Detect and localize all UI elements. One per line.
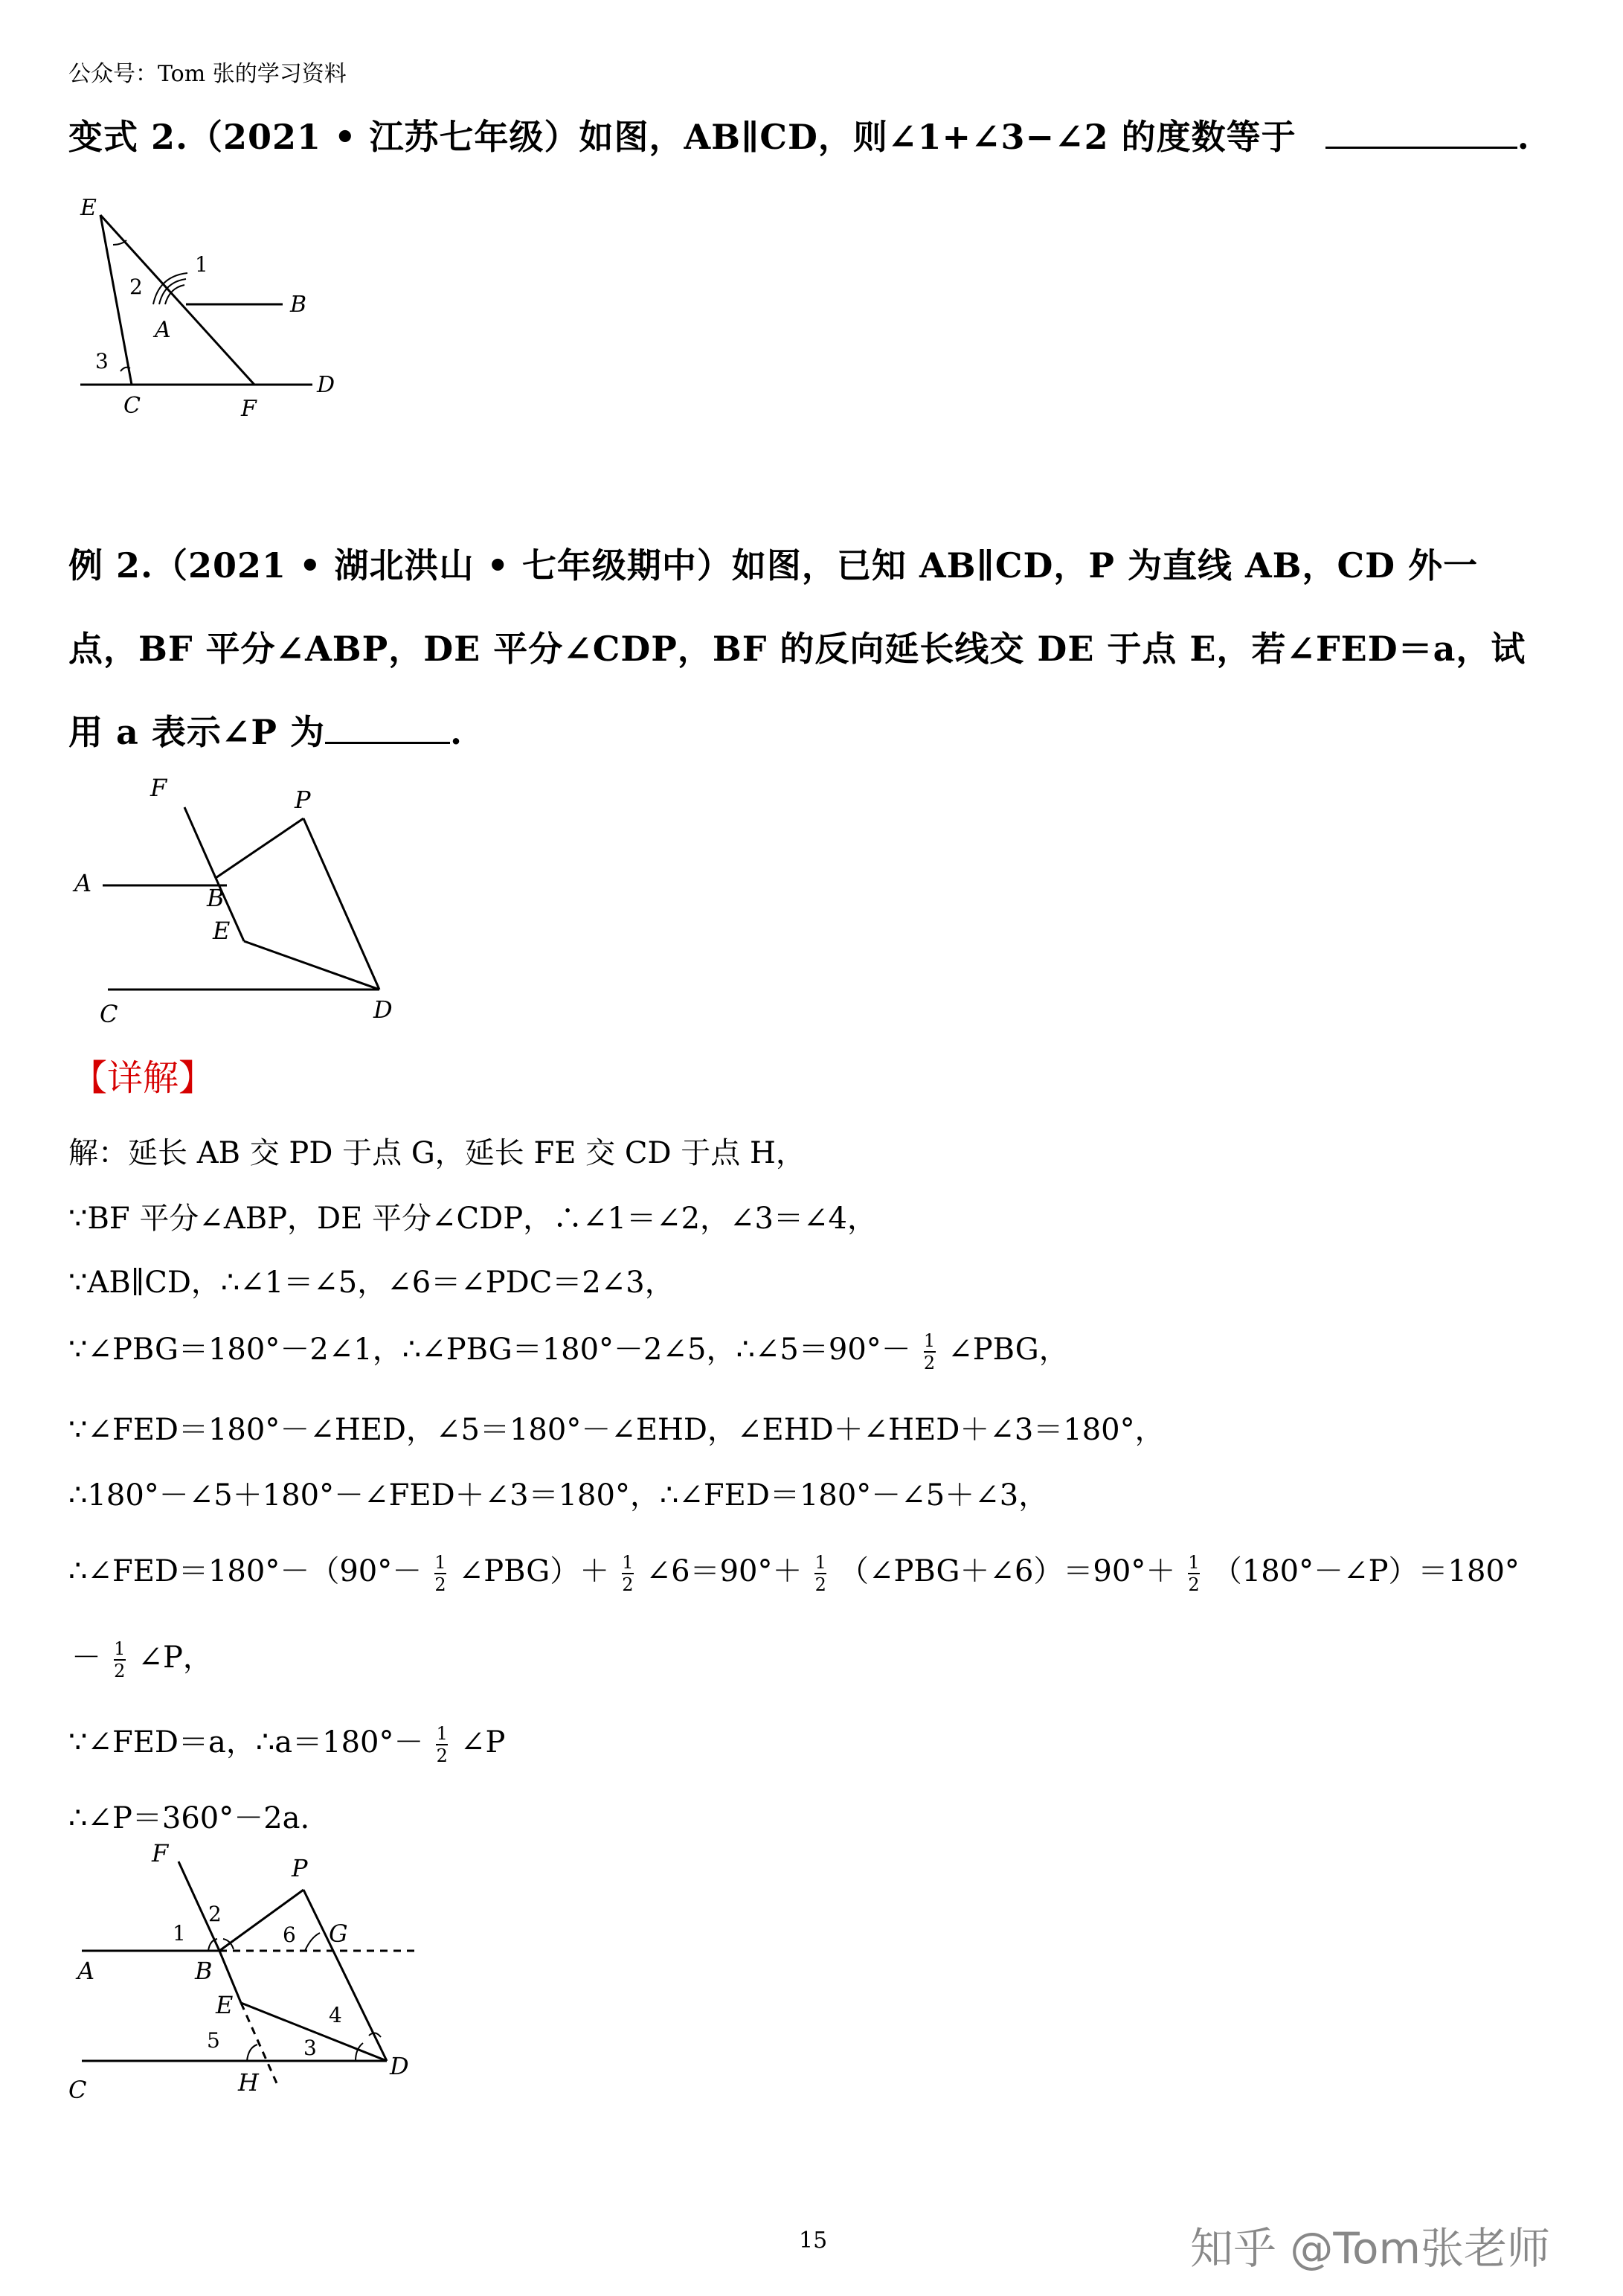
fig1-label-E: E [80, 195, 97, 221]
fig2-label-A: A [74, 869, 92, 897]
example-line-3 [68, 705, 463, 754]
solution-line-6: ∴180°－∠5＋180°－∠FED＋∠3＝180°，∴∠FED＝180°－∠5＋∠3， [68, 1478, 1049, 1513]
fraction-half: $\frac{1}{2}$ [814, 1552, 826, 1595]
fraction-half: $\frac{1}{2}$ [434, 1552, 446, 1595]
solution-line-10: ∴∠P＝360°－2a. [68, 1801, 310, 1835]
fig3-label-4: 4 [329, 2003, 342, 2027]
solution-line-7d: （∠PBG＋∠6）＝90°＋ [838, 1554, 1176, 1588]
fraction-half: $\frac{1}{2}$ [436, 1723, 448, 1766]
solution-line-3: ∵AB∥CD，∴∠1＝∠5，∠6＝∠PDC＝2∠3， [68, 1266, 675, 1300]
solution-line-7a: ∴∠FED＝180°－（90°－ [68, 1554, 422, 1588]
fig3-label-3: 3 [303, 2036, 317, 2060]
fig3-label-C: C [68, 2076, 87, 2104]
solution-line-9 [68, 1719, 505, 1765]
solution-line-9a: ∵∠FED＝a，∴a＝180°－ [68, 1725, 424, 1760]
fig2-label-C: C [100, 1000, 118, 1027]
variant-text: 变式 2.（2021 • 江苏七年级）如图，AB∥CD，则∠1+∠3−∠2 的度数等于 [68, 117, 1296, 157]
fig3-label-G: G [329, 1920, 348, 1948]
solution-line-8a: － [71, 1641, 101, 1675]
fig1-label-2: 2 [129, 275, 143, 299]
figure-2 [67, 774, 424, 1027]
fig3-label-B: B [195, 1957, 213, 1985]
solution-line-5: ∵∠FED＝180°－∠HED，∠5＝180°－∠EHD，∠EHD＋∠HED＋∠3＝180°， [68, 1413, 1165, 1447]
fig3-label-F: F [152, 1839, 169, 1867]
example-line-1: 例 2.（2021 • 湖北洪山 • 七年级期中）如图，已知 AB∥CD，P 为直线 AB，CD 外一 [68, 545, 1479, 586]
fig2-label-P: P [295, 786, 311, 814]
solution-line-2: ∵BF 平分∠ABP，DE 平分∠CDP，∴∠1＝∠2，∠3＝∠4， [68, 1202, 877, 1236]
answer-blank-2 [325, 712, 450, 744]
solution-line-4a: ∵∠PBG＝180°－2∠1，∴∠PBG＝180°－2∠5，∴∠5＝90°－ [68, 1333, 911, 1367]
fig3-label-A: A [77, 1957, 95, 1985]
example-line-3-text: 用 a 表示∠P 为 [68, 712, 325, 752]
example-end: . [449, 712, 463, 752]
fig2-label-E: E [213, 917, 231, 945]
solution-line-4 [68, 1326, 1069, 1372]
fig3-label-5: 5 [207, 2028, 220, 2053]
solution-line-7b: ∠PBG）＋ [458, 1554, 610, 1588]
fig2-label-D: D [373, 995, 393, 1024]
fig3-label-H: H [238, 2068, 259, 2097]
solution-line-8b: ∠P， [138, 1641, 213, 1675]
figure-1 [67, 190, 364, 428]
solution-line-9b: ∠P [460, 1725, 506, 1760]
fraction-half: $\frac{1}{2}$ [114, 1638, 126, 1681]
variant-end: . [1517, 117, 1530, 157]
fig3-label-D: D [390, 2052, 409, 2080]
fig1-label-D: D [317, 372, 335, 398]
solution-line-7 [68, 1548, 1520, 1594]
fig3-label-2: 2 [208, 1902, 222, 1926]
figure-3 [60, 1838, 431, 2113]
fig1-label-A: A [155, 317, 171, 343]
solution-line-8 [71, 1634, 213, 1680]
solution-line-4b: ∠PBG， [948, 1333, 1069, 1367]
fig3-label-6: 6 [283, 1923, 296, 1947]
variant-question [68, 110, 1530, 159]
fig2-label-B: B [207, 884, 225, 912]
page-number: 15 [799, 2228, 828, 2254]
example-line-2: 点，BF 平分∠ABP，DE 平分∠CDP，BF 的反向延长线交 DE 于点 E，若∠FED＝a，试 [68, 629, 1526, 669]
watermark: 知乎 @Tom张老师 [1190, 2223, 1550, 2274]
fraction-half: $\frac{1}{2}$ [1188, 1552, 1200, 1595]
fig2-label-F: F [150, 774, 167, 802]
fig1-label-3: 3 [95, 349, 109, 373]
fraction-half: $\frac{1}{2}$ [622, 1552, 634, 1595]
fig1-label-1: 1 [195, 252, 208, 277]
solution-line-1: 解：延长 AB 交 PD 于点 G，延长 FE 交 CD 于点 H， [68, 1136, 806, 1170]
answer-blank [1325, 117, 1517, 149]
account-header: 公众号：Tom 张的学习资料 [68, 61, 347, 87]
solution-line-7e: （180°－∠P）＝180° [1212, 1554, 1520, 1588]
fig1-label-B: B [290, 292, 307, 318]
fig1-label-F: F [241, 396, 257, 422]
fraction-half: $\frac{1}{2}$ [923, 1330, 936, 1373]
solution-line-7c: ∠6＝90°＋ [646, 1554, 803, 1588]
fig1-label-C: C [123, 393, 141, 419]
detail-heading: 【详解】 [71, 1057, 215, 1099]
fig3-label-E: E [216, 1991, 234, 2019]
fig3-label-P: P [292, 1854, 308, 1882]
fig3-label-1: 1 [173, 1921, 186, 1946]
